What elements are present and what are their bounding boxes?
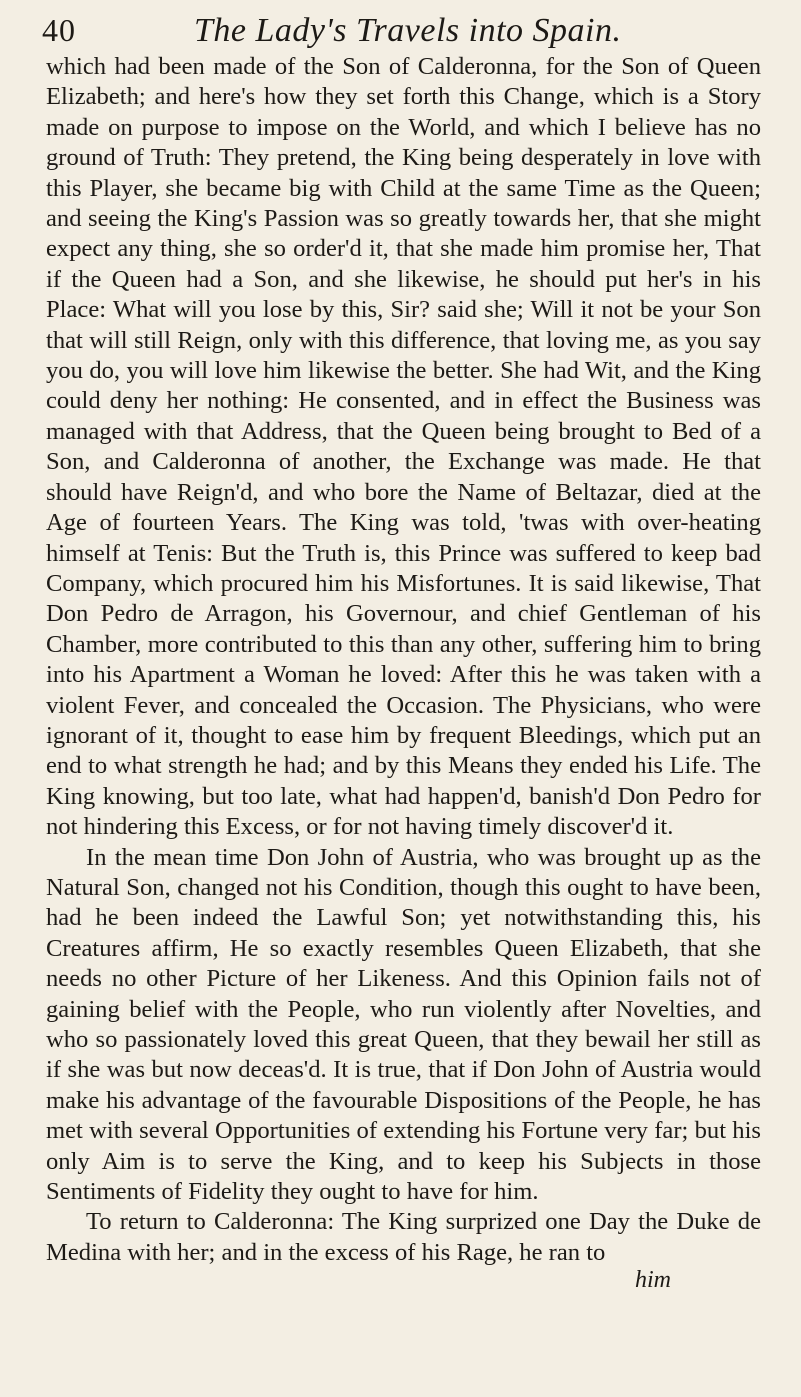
running-title: The Lady's Travels into Spain. [194,12,622,49]
running-head [42,12,761,48]
paragraph: To return to Calderonna: The King surprized one Day the Duke de Medina with her; and in the excess of his Rage, he ran to [46,1208,761,1266]
page-body [46,52,761,1268]
page-number: 40 [42,12,76,48]
catchword: him [635,1267,671,1294]
paragraph: In the mean time Don John of Austria, who was brought up as the Natural Son, changed not his Condition, though this ought to have been, had he been indeed the Lawful Son; yet notwithstanding this, his Creatures affirm, He so exactly resembles Queen Elizabeth, that she needs no other Picture of her Likeness. And this Opinion fails not of gaining belief with the People, who run violently after Novelties, and who so passionately loved this great Queen, that they bewail her still as if she was but now deceas'd. It is true, that if Don John of Austria would make his advantage of the favourable Dispositions of the People, he has met with several Opportunities of extending his Fortune very far; but his only Aim is to serve the King, and to keep his Subjects in those Sentiments of Fidelity they ought to have for him. [46,843,761,1206]
paragraph: which had been made of the Son of Calderonna, for the Son of Queen Elizabeth; and here's how they set forth this Change, which is a Story made on purpose to impose on the World, and which I believe has no ground of Truth: They pretend, the King being desperately in love with this Player, she became big with Child at the same Time as the Queen; and seeing the King's Passion was so greatly towards her, that she might expect any thing, she so order'd it, that she made him promise her, That if the Queen had a Son, and she likewise, he should put her's in his Place: What will you lose by this, Sir? said she; Will it not be your Son that will still Reign, only with this difference, that loving me, as you say you do, you will love him likewise the better. She had Wit, and the King could deny her nothing: He consented, and in effect the Business was managed with that Address, that the Queen being brought to Bed of a Son, and Calderonna of another, the Exchange was made. He that should have Reign'd, and who bore the Name of Beltazar, died at the Age of fourteen Years. The King was told, 'twas with over-heating himself at Tenis: But the Truth is, this Prince was suffered to keep bad Company, which procured him his Misfortunes. It is said likewise, That Don Pedro de Arragon, his Governour, and chief Gentleman of his Chamber, more contributed to this than any other, suffering him to bring into his Apartment a Woman he loved: After this he was taken with a violent Fever, and concealed the Occasion. The Physicians, who were ignorant of it, thought to ease him by frequent Bleedings, which put an end to what strength he had; and by this Means they ended his Life. The King knowing, but too late, what had happen'd, banish'd Don Pedro for not hindering this Excess, or for not having timely discover'd it. [46,53,761,841]
